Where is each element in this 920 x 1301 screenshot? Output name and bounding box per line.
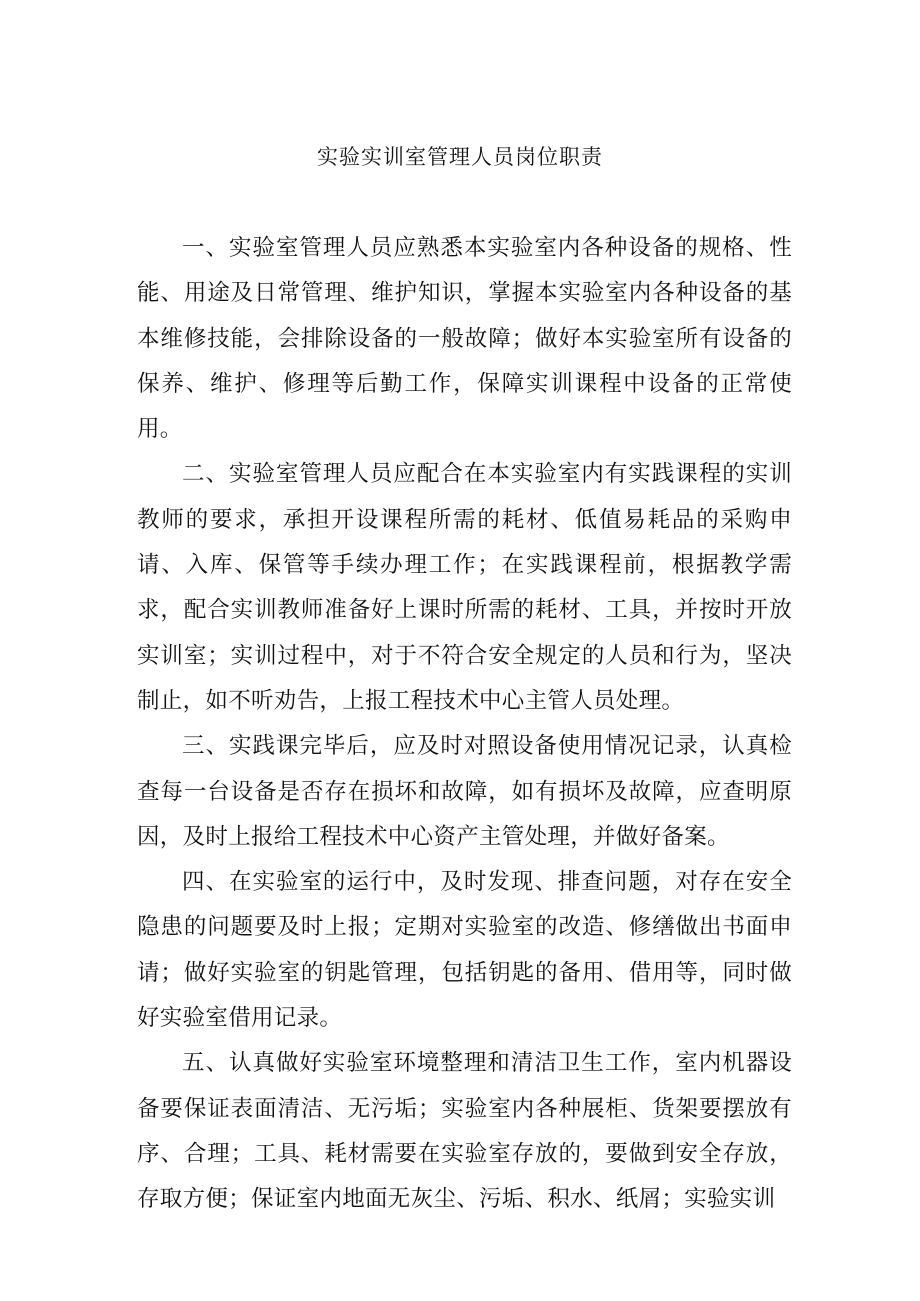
paragraph-3: 三、实践课完毕后，应及时对照设备使用情况记录，认真检查每一台设备是否存在损坏和故障，如有损坏及故障，应查明原因，及时上报给工程技术中心资产主管处理，并做好备案。 — [137, 733, 792, 850]
paragraph-2: 二、实验室管理人员应配合在本实验室内有实践课程的实训教师的要求，承担开设课程所需的耗材、低值易耗品的采购申请、入库、保管等手续办理工作；在实践课程前，根据教学需求，配合实训教师准备好上课时所需的耗材、工具，并按时开放实训室；实训过程中，对于不符合安全规定的人员和行为，坚决制止，如不听劝告，上报工程技术中心主管人员处理。 — [137, 461, 792, 714]
paragraph-4: 四、在实验室的运行中，及时发现、排查问题，对存在安全隐患的问题要及时上报；定期对实验室的改造、修缮做出书面申请；做好实验室的钥匙管理，包括钥匙的备用、借用等，同时做好实验室借用记录。 — [137, 869, 792, 1032]
paragraph-5: 五、认真做好实验室环境整理和清洁卫生工作，室内机器设备要保证表面清洁、无污垢；实验室内各种展柜、货架要摆放有序、合理；工具、耗材需要在实验室存放的，要做到安全存放，存取方便；保证室内地面无灰尘、污垢、积水、纸屑；实验实训 — [137, 1050, 792, 1213]
document-body — [137, 226, 792, 1223]
paragraph-1: 一、实验室管理人员应熟悉本实验室内各种设备的规格、性能、用途及日常管理、维护知识，掌握本实验室内各种设备的基本维修技能，会排除设备的一般故障；做好本实验室所有设备的保养、维护、修理等后勤工作，保障实训课程中设备的正常使用。 — [137, 235, 792, 443]
page-title: 实验实训室管理人员岗位职责 — [317, 145, 603, 169]
